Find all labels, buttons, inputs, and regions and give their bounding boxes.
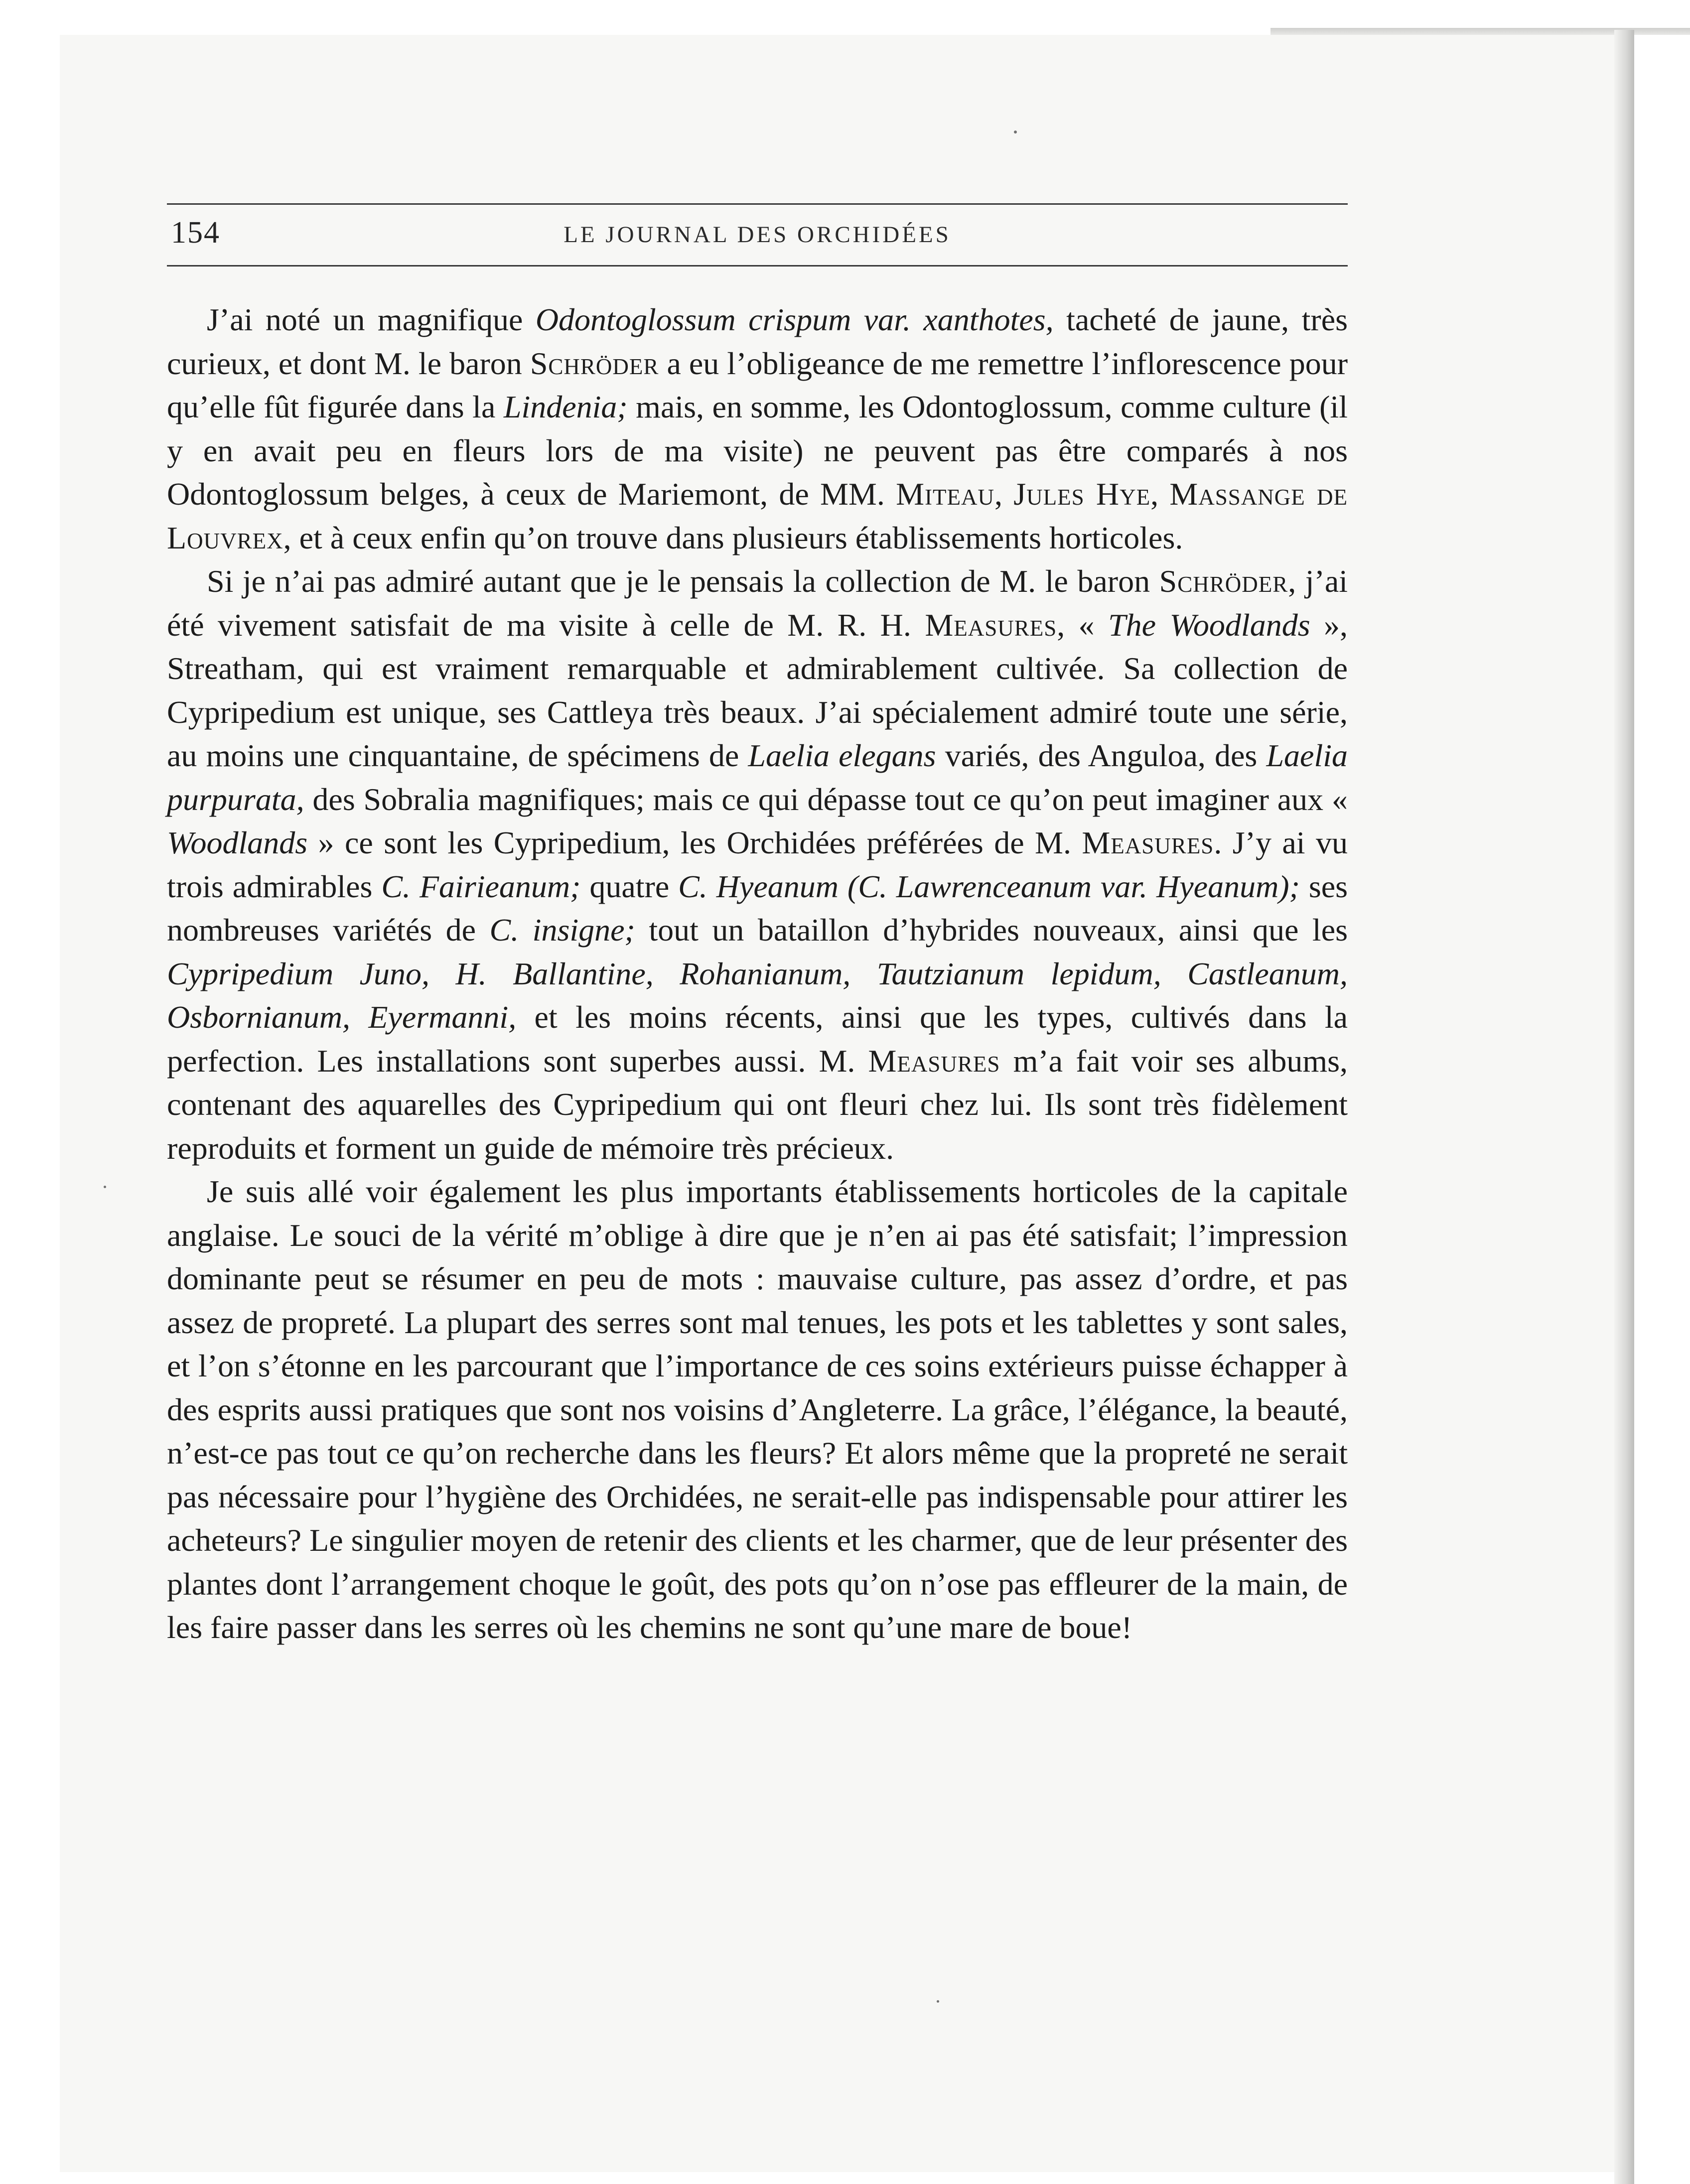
paragraph	[167, 559, 1348, 1170]
person-name: Measures	[1082, 825, 1214, 860]
text-run: », Streatham, qui est vraiment remarquable et admirablement cultivée. Sa collection de Cypripedium est unique, ses Cattleya très beaux. J’ai spécialement admiré toute une série, au moins une cinquantaine, de spécimens de	[167, 607, 1348, 773]
paragraph	[167, 1170, 1348, 1649]
text-run: mais, en somme, les Odontoglossum, comme culture (il y en avait peu en fleurs lors de ma visite) ne peuvent pas être comparés à nos Odontoglossum belges, à ceux de Mariemont, de MM.	[167, 389, 1348, 512]
text-run: ses nombreuses variétés de	[167, 868, 1348, 948]
page-edge-right	[1614, 30, 1634, 2184]
text-run: J’ai noté un magnifique	[207, 302, 536, 337]
text-run: . J’y ai vu trois admirables	[167, 825, 1348, 904]
scan-speck	[1014, 131, 1017, 134]
page-number: 154	[171, 216, 220, 250]
text-run: a eu l’obligeance de me remettre l’inflorescence pour qu’elle fût figurée dans la	[167, 345, 1348, 424]
header-rule-top	[167, 203, 1348, 205]
italic-name: Odontoglossum crispum var. xanthotes,	[535, 302, 1054, 337]
italic-name: Cypripedium Juno, H. Ballantine, Rohanianum, Tautzianum lepidum, Castleanum, Osbornianum, Eyermanni,	[167, 956, 1348, 1035]
text-run: » ce sont les Cypripedium, les Orchidées préférées de M.	[307, 825, 1082, 860]
italic-name: C. Fairieanum;	[381, 868, 581, 904]
italic-name: C. insigne;	[489, 912, 635, 948]
person-name: Miteau	[896, 476, 994, 512]
person-name: Schröder	[1159, 563, 1288, 599]
person-name: Measures	[925, 607, 1057, 643]
italic-name: Lindenia;	[503, 389, 628, 424]
text-run: des Sobralia magnifiques; mais ce qui dépasse tout ce qu’on peut imaginer aux «	[304, 781, 1348, 817]
text-run: , et à ceux enfin qu’on trouve dans plusieurs établissements horticoles.	[283, 520, 1183, 555]
text-run: tout un bataillon d’hybrides nouveaux, ainsi que les	[635, 912, 1348, 948]
text-run: , j’ai été vivement satisfait de ma visite à celle de M. R. H.	[167, 563, 1348, 643]
paragraph	[167, 298, 1348, 559]
text-run: quatre	[580, 868, 679, 904]
italic-name: The Woodlands	[1108, 607, 1310, 643]
text-run: et les moins récents, ainsi que les types, cultivés dans la perfection. Les installations sont superbes aussi. M.	[167, 999, 1348, 1079]
text-run: , «	[1057, 607, 1109, 643]
text-run: Si je n’ai pas admiré autant que je le pensais la collection de M. le baron	[207, 563, 1159, 599]
text-run: m’a fait voir ses albums, contenant des aquarelles des Cypripedium qui ont fleuri chez lui. Ils sont très fidèlement reproduits et forment un guide de mémoire très précieux.	[167, 1043, 1348, 1166]
scan-speck	[104, 1186, 106, 1188]
person-name: Schröder	[530, 345, 659, 381]
scan-speck	[937, 2000, 939, 2003]
header-rule-bottom	[167, 265, 1348, 267]
italic-name: C. Hyeanum (C. Lawrenceanum var. Hyeanum);	[678, 868, 1300, 904]
text-run: ,	[1150, 476, 1170, 512]
running-title: LE JOURNAL DES ORCHIDÉES	[563, 222, 951, 248]
article-body	[167, 298, 1348, 1649]
person-name: Massange de Louvrex	[167, 476, 1348, 555]
italic-name: Woodlands	[167, 825, 308, 860]
running-header	[167, 215, 1348, 260]
person-name: Measures	[868, 1043, 1000, 1079]
text-run: variés, des Anguloa, des	[936, 738, 1267, 773]
text-run: ,	[994, 476, 1014, 512]
italic-name: Laelia purpurata,	[167, 738, 1348, 817]
italic-name: Laelia elegans	[748, 738, 936, 773]
text-run: tacheté de jaune, très curieux, et dont M. le baron	[167, 302, 1348, 381]
person-name: Jules Hye	[1013, 476, 1151, 512]
text-run: Je suis allé voir également les plus importants établissements horticoles de la capitale anglaise. Le souci de la vérité m’oblige à dire que je n’en ai pas été satisfait; l’impression dominante peut se résumer en peu de mots : mauvaise culture, pas assez d’ordre, et pas assez de propreté. La plupart des serres sont mal tenues, les pots et les tablettes y sont sales, et l’on s’étonne en les parcourant que l’importance de ces soins extérieurs puisse échapper à des esprits aussi pratiques que sont nos voisins d’Angleterre. La grâce, l’élégance, la beauté, n’est-ce pas tout ce qu’on recherche dans les fleurs? Et alors même que la propreté ne serait pas nécessaire pour l’hygiène des Orchidées, ne serait-elle pas indispensable pour attirer les acheteurs? Le singulier moyen de retenir des clients et les charmer, que de leur présenter des plantes dont l’arrangement choque le goût, des pots qu’on n’ose pas effleurer de la main, de les faire passer dans les serres où les chemins ne sont qu’une mare de boue!	[167, 1174, 1348, 1645]
